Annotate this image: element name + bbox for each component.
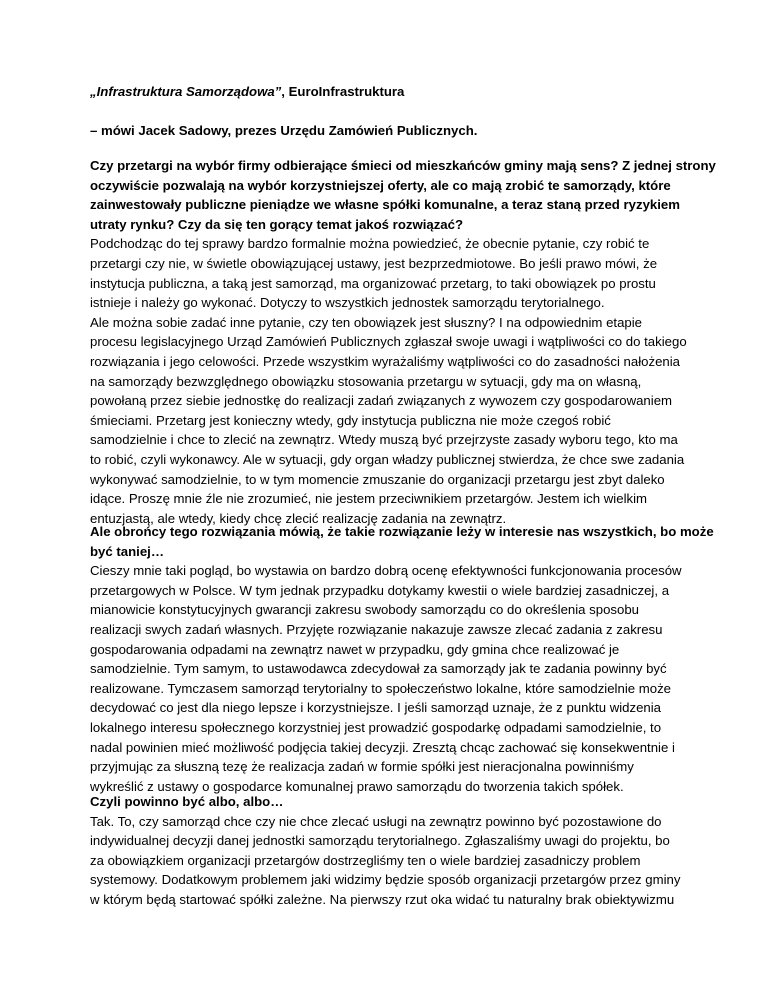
question-line: zainwestowały publiczne pieniądze we własne spółki komunalne, a teraz staną przed ryzykiem [90, 197, 680, 213]
answer-line: systemowy. Dodatkowym problemem jaki widzimy będzie sposób organizacji przetargów przez gminy [90, 872, 681, 888]
answer-line: Cieszy mnie taki pogląd, bo wystawia on bardzo dobrą ocenę efektywności funkcjonowania procesów [90, 563, 682, 579]
question-line: Ale obrońcy tego rozwiązania mówią, że takie rozwiązanie leży w interesie nas wszystkich, bo może [90, 524, 714, 539]
answer-line: entuzjastą, ale wtedy, kiedy chcę zlecić realizację zadania na zewnątrz. [90, 510, 507, 526]
answer-line: przyjmując za słuszną tezę że realizacja zadań w formie spółki jest nieracjonalna powinniśmy [90, 759, 634, 775]
answer-line: mianowicie konstytucyjnych gwarancji zakresu swobody samorządu co do określenia sposobu [90, 602, 640, 618]
answer-line: na samorządy bezwzględnego obowiązku stosowania przetargu w sytuacji, gdy ma on własną, [90, 373, 642, 389]
answer-line: decydować co jest dla niego lepsze i korzystniejsze. I jeśli samorząd uznaje, że z punktu widzenia [90, 700, 662, 716]
interview-section-1 [90, 156, 716, 528]
answer-line: istnieje i należy go wykonać. Dotyczy to wszystkich jednostek samorządu terytorialnego. [90, 295, 605, 311]
answer-line: Tak. To, czy samorząd chce czy nie chce zlecać usługi na zewnątrz powinno być pozostawione do [90, 813, 662, 829]
answer-line: indywidualnej decyzji danej jednostki samorządu terytorialnego. Zgłaszaliśmy uwagi do projektu, bo [90, 833, 670, 849]
answer-line: idące. Proszę mnie źle nie zrozumieć, nie jestem przeciwnikiem przetargów. Jestem ich wielkim [90, 491, 648, 507]
answer-line: rozwiązania i jego celowości. Przede wszystkim wyrażaliśmy wątpliwości co do zasadności nałożenia [90, 353, 681, 369]
answer-line: realizacji swych zadań własnych. Przyjęte rozwiązanie nakazuje zawsze zlecać zadania z zakresu [90, 621, 663, 637]
question-line: Czyli powinno być albo, albo… [90, 794, 284, 809]
question-line: Czy przetargi na wybór firmy odbierające śmieci od mieszkańców gminy mają sens? Z jednej strony [90, 158, 716, 173]
answer-line: Ale można sobie zadać inne pytanie, czy ten obowiązek jest słuszny? I na odpowiednim etapie [90, 314, 643, 330]
question-line: utraty rynku? Czy da się ten gorący temat jakoś rozwiązać? [90, 216, 464, 232]
answer-line: gospodarowania odpadami na zewnątrz nawet w przypadku, gdy gmina chce realizować je [90, 641, 620, 657]
answer-line: śmieciami. Przetarg jest konieczny wtedy, gdy instytucja publiczna nie może czegoś robić [90, 412, 611, 428]
answer-line: samodzielnie. Tym samym, to ustawodawca zdecydował za samorządy jak te zadania powinny być [90, 661, 667, 677]
answer-line: Podchodząc do tej sprawy bardzo formalnie można powiedzieć, że obecnie pytanie, czy robić te [90, 236, 650, 252]
answer-line: nadal powinien mieć możliwość podjęcia takiej decyzji. Zresztą chcąc zachować się konsekwentnie i [90, 739, 675, 755]
answer-line: wykonywać samodzielnie, to w tym momencie zmuszanie do organizacji przetargu jest zbyt daleko [90, 471, 665, 487]
publication-title: „Infrastruktura Samorządowa” [90, 84, 282, 99]
answer-line: instytucja publiczna, a taką jest samorząd, ma organizować przetarg, to taki obowiązek po prostu [90, 275, 656, 291]
answer-line: to robić, czyli wykonawcy. Ale w sytuacji, gdy organ władzy publicznej stwierdza, że chce swe zadania [90, 451, 685, 467]
question-line: być taniej… [90, 543, 165, 559]
answer-line: za obowiązkiem organizacji przetargów dostrzegliśmy ten o wiele bardziej zasadniczy problem [90, 852, 641, 868]
answer-line: przetargowych w Polsce. W tym jednak przypadku dotykamy kwestii o wiele bardziej zasadniczej, a [90, 582, 670, 598]
byline: – mówi Jacek Sadowy, prezes Urzędu Zamówień Publicznych. [90, 123, 478, 138]
answer-line: procesu legislacyjnego Urząd Zamówień Publicznych zgłaszał swoje uwagi i wątpliwości co do takiego [90, 334, 687, 350]
answer-line: w którym będą startować spółki zależne. Na pierwszy rzut oka widać tu naturalny brak obiektywizmu [90, 891, 675, 907]
answer-line: powołaną przez siebie jednostkę do realizacji zadań związanych z wywozem czy gospodarowaniem [90, 393, 673, 409]
publication-suffix: , EuroInfrastruktura [281, 84, 405, 99]
answer-line: realizowane. Tymczasem samorząd terytorialny to społeczeństwo lokalne, które samodzielnie może [90, 680, 671, 696]
answer-line: wykreślić z ustawy o gospodarce komunalnej prawo samorządu do tworzenia takich spółek. [90, 778, 624, 794]
interview-section-2 [90, 522, 714, 796]
answer-line: samodzielnie i chce to zlecić na zewnątrz. Wtedy muszą być przejrzyste zasady wyboru tego, kto ma [90, 432, 678, 448]
source-line [90, 82, 404, 102]
question-line: oczywiście pozwalają na wybór korzystniejszej oferty, ale co mają zrobić te samorządy, które [90, 177, 671, 193]
answer-line: przetargi czy nie, w świetle obowiązującej ustawy, jest bezprzedmiotowe. Bo jeśli prawo mówi, że [90, 255, 658, 271]
answer-line: lokalnego interesu społecznego korzystniej jest prowadzić gospodarkę odpadami samodzielnie, to [90, 719, 662, 735]
interview-section-3 [90, 792, 690, 910]
